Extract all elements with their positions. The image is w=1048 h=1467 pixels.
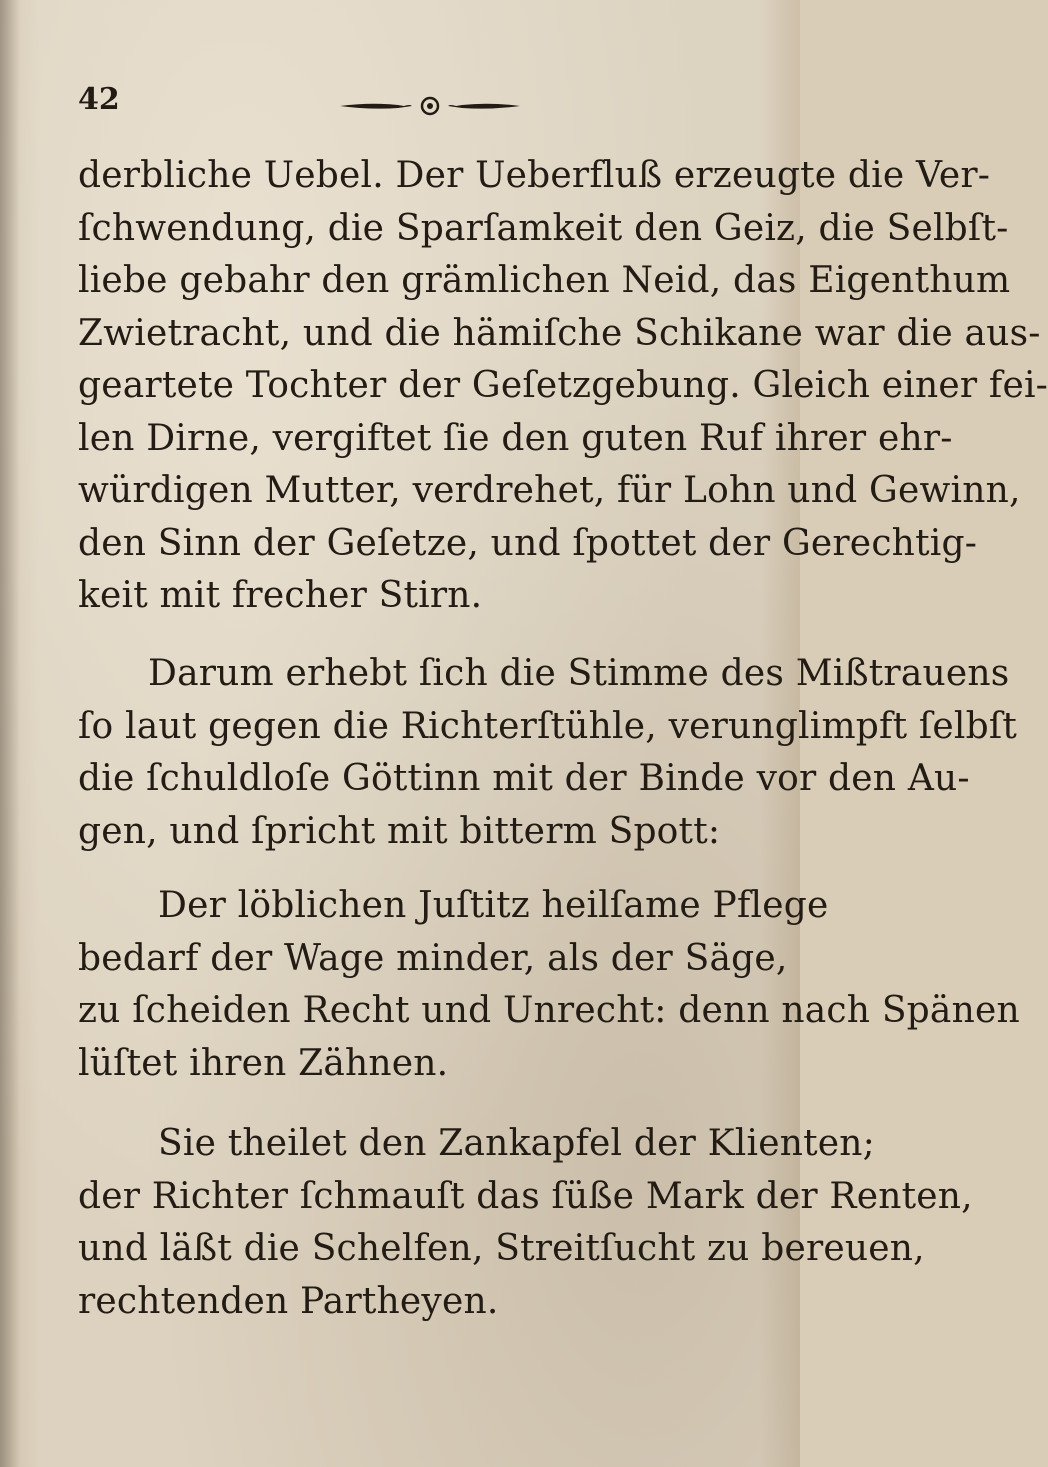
- text-line: gen, und ſpricht mit bitterm Spott:: [78, 810, 721, 852]
- page-header: [78, 82, 738, 122]
- text-line: ſchwendung, die Sparſamkeit den Geiz, die Selbſt-: [78, 207, 1009, 249]
- text-line: keit mit frecher Stirn.: [78, 575, 483, 616]
- text-line: len Dirne, vergiftet ſie den guten Ruf ihrer ehr-: [78, 417, 953, 459]
- text-line: die ſchuldloſe Göttinn mit der Binde vor den Au-: [78, 758, 970, 799]
- verse-line: rechtenden Partheyen.: [78, 1280, 499, 1322]
- text-line: derbliche Uebel. Der Ueberfluß erzeugte die Ver-: [78, 155, 991, 196]
- paragraph-2: [78, 648, 1018, 858]
- text-line: geartete Tochter der Geſetzgebung. Gleich einer fei-: [78, 365, 1048, 406]
- paragraph-1: [78, 150, 1048, 623]
- text-line: ſo laut gegen die Richterſtühle, verunglimpft ſelbſt: [78, 705, 1018, 747]
- text-line: den Sinn der Geſetze, und ſpottet der Gerechtig-: [78, 522, 978, 564]
- verse-line: und läßt die Schelfen, Streitſucht zu bereuen,: [78, 1228, 925, 1269]
- verse-stanza-2: [78, 1118, 973, 1328]
- page-number: 42: [78, 82, 120, 117]
- verse-line: bedarf der Wage minder, als der Säge,: [78, 937, 788, 979]
- text-line: liebe gebahr den grämlichen Neid, das Eigenthum: [78, 260, 1011, 301]
- text-line: Darum erhebt ſich die Stimme des Mißtrauens: [148, 653, 1010, 694]
- verse-line: zu ſcheiden Recht und Unrecht: denn nach Spänen: [78, 990, 1020, 1031]
- verse-stanza-1: [78, 880, 1020, 1090]
- text-line: würdigen Mutter, verdrehet, für Lohn und Gewinn,: [78, 470, 1021, 511]
- verse-line: der Richter ſchmauſt das ſüße Mark der Renten,: [78, 1175, 973, 1217]
- verse-line: lüſtet ihren Zähnen.: [78, 1042, 449, 1084]
- verse-line: Sie theilet den Zankapfel der Klienten;: [158, 1123, 875, 1164]
- header-ornament-icon: [340, 96, 520, 116]
- page-edge-shadow: [0, 0, 20, 1467]
- verse-line: Der löblichen Juſtitz heilſame Pflege: [158, 885, 829, 926]
- text-line: Zwietracht, und die hämiſche Schikane war die aus-: [78, 312, 1041, 354]
